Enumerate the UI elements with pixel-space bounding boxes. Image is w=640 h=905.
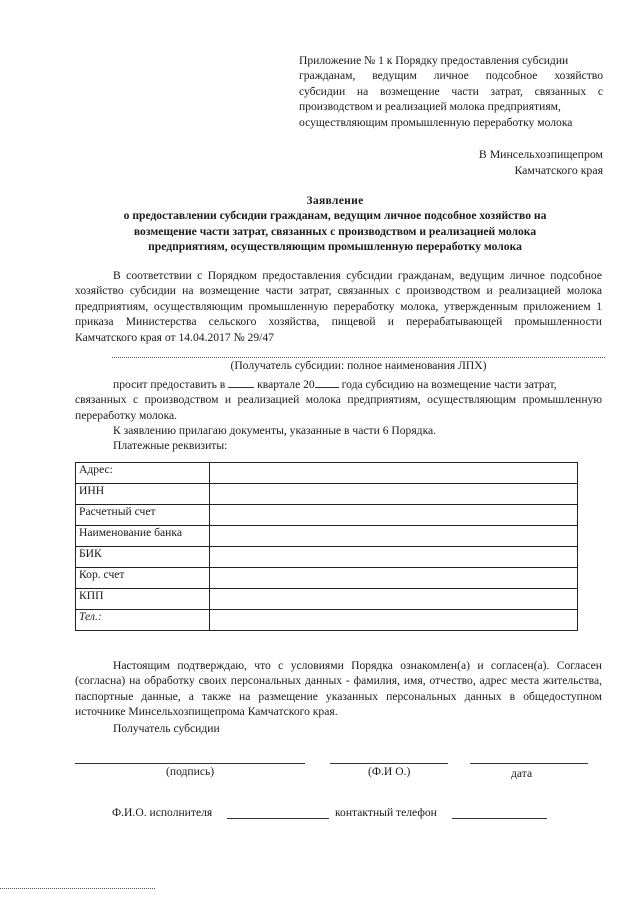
consent-paragraph: Настоящим подтверждаю, что с условиями Порядка ознакомлен(а) и согласен(а). Согласен (согласна) на обработку своих персональных данных - фамилия, имя, отчество, адрес места жительства, паспортные данные, а также на размещение указанных персональных данных в общедоступном источнике Минсельхозпищепрома Камчатского края.: [75, 659, 602, 719]
intro-paragraph: В соответствии с Порядком предоставления субсидии гражданам, ведущим личное подсобное хозяйство субсидии на возмещение части затрат, связанных с производством и реализацией молока предприятиям, осуществляющим промышленную переработку молока, утвержденным приложением 1 приказа Министерства сельского хозяйства, пищевой и перерабатывающей промышленности Камчатского края от 14.04.2017 № 29/47: [75, 269, 602, 344]
payment-header: Платежные реквизиты:: [113, 439, 228, 452]
requisite-label: Наименование банка: [76, 526, 210, 547]
addressee-line-1: В Минсельхозпищепром: [478, 147, 603, 161]
title-sub-line-2: возмещение части затрат, связанных с производством и реализацией молока: [133, 224, 537, 238]
appendix-line: Приложение № 1 к Порядку предоставления субсидии: [299, 54, 569, 67]
request-rest: связанных с производством и реализацией молока предприятиям, осуществляющим промышленную переработку молока.: [75, 393, 602, 422]
title-main: Заявление: [306, 194, 364, 207]
requisite-value[interactable]: [210, 484, 578, 505]
requisite-value[interactable]: [210, 589, 578, 610]
request-first-line: [75, 376, 602, 392]
requisite-label-text: Тел.:: [79, 610, 102, 623]
recipient-label: Получатель субсидии: [113, 722, 220, 735]
signature-line[interactable]: [75, 763, 305, 764]
table-row: [76, 463, 578, 484]
requisite-label: [76, 610, 210, 631]
fio-line[interactable]: [330, 763, 448, 764]
executor-fio-label: Ф.И.О. исполнителя: [112, 806, 213, 819]
date-caption: дата: [511, 767, 533, 780]
appendix-header: [299, 53, 603, 130]
requisite-label: Расчетный счет: [76, 505, 210, 526]
recipient-caption: (Получатель субсидии: полное наименования ЛПХ): [230, 359, 487, 372]
table-row: [76, 568, 578, 589]
requisite-label: КПП: [76, 589, 210, 610]
title-sub-line-1: о предоставлении субсидии гражданам, ведущим личное подсобное хозяйство на: [123, 209, 547, 223]
requisite-label: Адрес:: [76, 463, 210, 484]
table-row: [76, 547, 578, 568]
requisite-value[interactable]: [210, 610, 578, 631]
appendix-line: производством и реализацией молока предприятиям,: [299, 100, 561, 114]
table-row: [76, 610, 578, 631]
attach-line: К заявлению прилагаю документы, указанные в части 6 Порядка.: [113, 424, 437, 437]
table-row: [76, 505, 578, 526]
payment-requisites-table: [75, 462, 578, 631]
requisite-value[interactable]: [210, 547, 578, 568]
addressee: [380, 146, 603, 178]
quarter-field[interactable]: [228, 376, 254, 388]
appendix-line: осуществляющим промышленную переработку молока: [299, 115, 573, 129]
requisite-value[interactable]: [210, 526, 578, 547]
executor-phone-label: контактный телефон: [335, 806, 437, 819]
request-text-1: просит предоставить в: [113, 378, 226, 391]
footnote-separator: [0, 888, 155, 889]
requisite-label: Кор. счет: [76, 568, 210, 589]
request-text-3: года субсидию на возмещение части затрат,: [341, 378, 557, 391]
table-row: [76, 484, 578, 505]
executor-phone-field[interactable]: [452, 818, 547, 819]
signature-caption: (подпись): [166, 765, 215, 778]
appendix-line: субсидии на возмещение части затрат, связанных с: [299, 84, 603, 98]
title-sub-line-3: предприятиям, осуществляющим промышленную переработку молока: [148, 240, 522, 254]
recipient-name-line[interactable]: [112, 357, 605, 358]
addressee-line-2: Камчатского края: [514, 163, 603, 177]
appendix-line: гражданам, ведущим личное подсобное хозяйство: [299, 69, 603, 83]
request-paragraph: [75, 376, 602, 423]
requisite-value[interactable]: [210, 463, 578, 484]
year-field[interactable]: [315, 376, 339, 388]
requisite-value[interactable]: [210, 568, 578, 589]
fio-caption: (Ф.И О.): [368, 765, 411, 778]
table-row: [76, 526, 578, 547]
request-text-2: квартале 20: [257, 378, 315, 391]
requisite-label: БИК: [76, 547, 210, 568]
date-line[interactable]: [470, 763, 588, 764]
requisite-label: ИНН: [76, 484, 210, 505]
executor-fio-field[interactable]: [227, 818, 329, 819]
requisite-value[interactable]: [210, 505, 578, 526]
document-title: [70, 193, 600, 255]
table-row: [76, 589, 578, 610]
